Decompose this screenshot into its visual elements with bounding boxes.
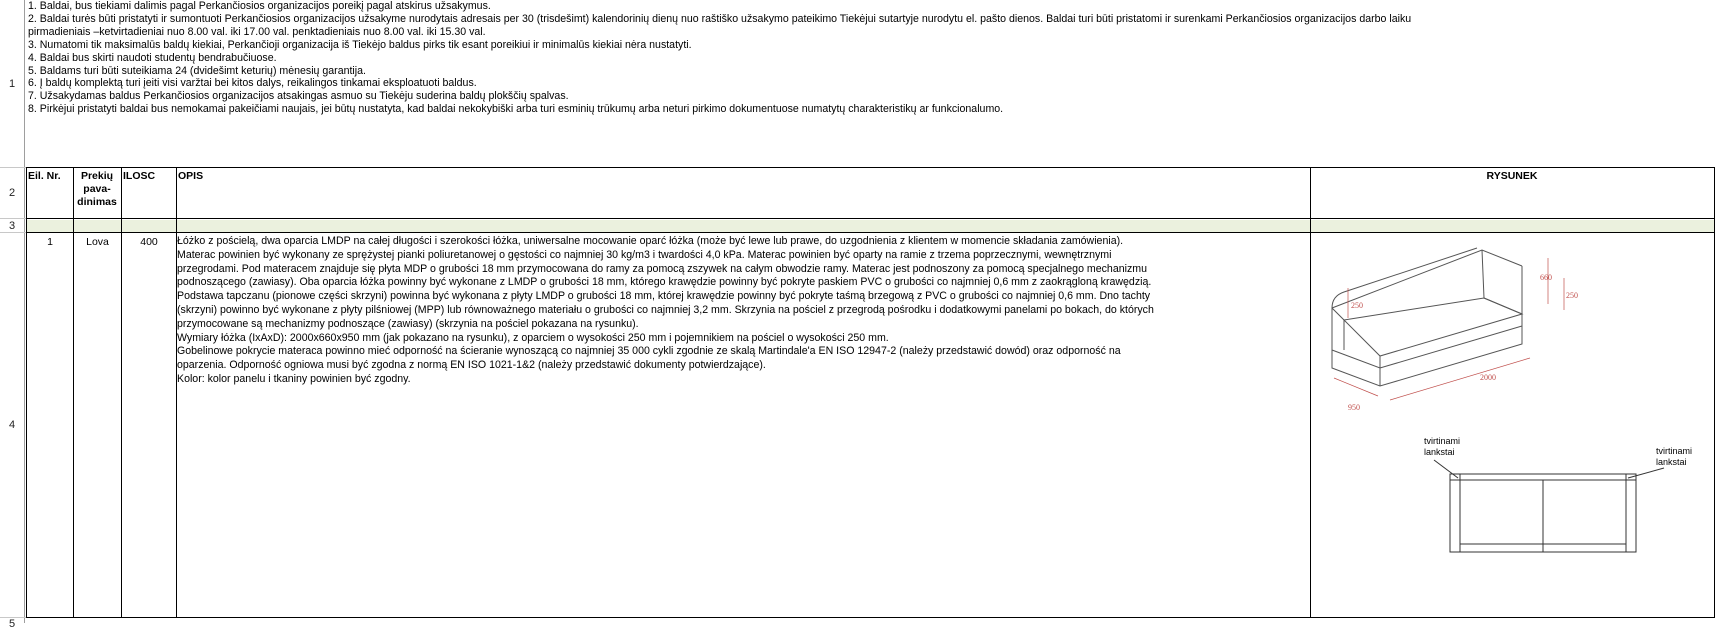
col-divider (26, 167, 27, 618)
header-prekiu-line: pava- (83, 183, 111, 195)
dimension-labels (1348, 273, 1578, 412)
row-divider (0, 232, 26, 233)
note-line: 7. Užsakydamas baldus Perkančiosios organizacijos atsakingas asmuo su Tiekėju suderina baldų plokščių spalvas. (28, 90, 569, 103)
note-line: 5. Baldams turi būti suteikiama 24 (dvidešimt keturių) mėnesių garantija. (28, 64, 366, 77)
row-header-2[interactable] (0, 168, 25, 218)
note-line: 6. Į baldų komplektą turi įeiti visi varžtai bei kitos dalys, reikalingos tinkamai eksploatuoti baldus. (28, 77, 477, 90)
bed-back-top (1332, 250, 1522, 308)
label-right-line2: lankstai (1656, 457, 1687, 467)
row-divider (0, 167, 26, 168)
bed-back-panel (1332, 248, 1477, 308)
bed-front-view (1434, 460, 1664, 552)
description-line: przymocowane są mechanizmy podnoszące (zawiasy) (skrzynia na pościel pokazana na rysunku). (177, 317, 639, 330)
header-eil-nr[interactable]: Eil. Nr. (28, 170, 61, 182)
leader-left (1434, 460, 1458, 478)
dim-back-label: 250 (1566, 291, 1578, 300)
description-line: Materac powinien być wykonany ze sprężystej pianki poliuretanowej o gęstości co najmniej 30 kg/m3 i twardości 4,0 kPa. Materac powinien być oparty na ramie z trzema poprzecznymi, wewnętrznymi (177, 248, 1112, 261)
row-header-1[interactable] (0, 0, 25, 167)
header-opis[interactable]: OPIS (178, 170, 204, 182)
dimension-lines (1334, 258, 1564, 400)
row-divider (0, 218, 26, 219)
label-left-line1: tvirtinami (1424, 436, 1461, 446)
cell-item-nr[interactable]: 1 (47, 236, 53, 248)
col-divider (1714, 167, 1715, 618)
description-line: przegrodami. Pod materacem znajduje się płyta MDP o grubości 18 mm przymocowana do ramy za pomocą zszywek na całym obwodzie ramy. Materac jest podnoszony za pomocą specjalnego mechanizmu (177, 262, 1147, 275)
col-divider (1310, 167, 1311, 618)
bed-left-end (1332, 308, 1344, 350)
notes-block (28, 0, 1718, 116)
note-line: pirmadieniais –ketvirtadieniai nuo 8.00 val. iki 17.00 val. penktadieniais nuo 8.00 val. iki 15.30 val. (28, 25, 486, 38)
row-header-4[interactable] (0, 233, 25, 617)
header-prekiu-line: dinimas (77, 196, 117, 208)
col-divider (73, 167, 74, 618)
row-3-fill (26, 220, 1714, 232)
dim-line-length (1390, 358, 1530, 400)
dim-side-label: 250 (1351, 301, 1363, 310)
description-line: podnoszącego (zawiasy). Oba oparcia łóżka powinny być wykonane z LMDP o grubości 18 mm, którego krawędzie powinny być pokryte paskiem PVC o grubości co najmniej 0,6 mm z zaokrągloną krawędzią. (177, 276, 1152, 289)
row-number: 5 (8, 618, 16, 630)
cell-item-description[interactable] (177, 235, 1307, 387)
row-divider (26, 232, 1714, 233)
table-bottom-border (26, 617, 1714, 618)
row-number: 3 (8, 219, 16, 232)
bed-isometric-sketch (1332, 248, 1522, 386)
label-right-line1: tvirtinami (1656, 446, 1693, 456)
bed-drawing (1312, 238, 1712, 558)
row-number: 1 (8, 77, 16, 90)
cell-item-name[interactable]: Lova (86, 236, 109, 248)
header-prekiu-pavadinimas[interactable] (74, 170, 120, 209)
header-ilosc[interactable]: ILOSC (123, 170, 156, 182)
row-divider (26, 218, 1714, 219)
row-header-3[interactable] (0, 219, 25, 232)
header-rysunek[interactable]: RYSUNEK (1486, 170, 1538, 182)
bed-headboard (1482, 250, 1522, 314)
note-line: 4. Baldai bus skirti naudoti studentų bendrabučiuose. (28, 51, 277, 64)
row-number: 4 (8, 419, 16, 431)
description-line: (skrzyni) powinno być wykonane z płyty pilśniowej (MPP) lub równoważnego materiału o grubości co najmniej 3,2 mm. Skrzynia na pościel z przegrodą pośrodku i dodatkowymi panelami po bokach, do których (177, 303, 1154, 316)
description-line: Kolor: kolor panelu i tkaniny powinien być zgodny. (177, 372, 411, 385)
note-line: 3. Numatomi tik maksimalūs baldų kiekiai, Perkančioji organizacija iš Tiekėjo baldus pirks tik esant poreikiui ir minimalūs kiekiai nėra nustatyti. (28, 38, 692, 51)
row-number: 2 (8, 187, 16, 199)
description-line: Wymiary łóżka (IxAxD): 2000x660x950 mm (jak pokazano na rysunku), z oparciem o wysokości 250 mm i pojemnikiem na pościel o wysokości 250 mm. (177, 331, 889, 344)
dim-line-width (1334, 378, 1378, 396)
leader-right (1628, 468, 1664, 478)
row-header-5[interactable] (0, 618, 25, 630)
description-line: Gobelinowe pokrycie materaca powinno mieć odporność na ścieranie wynoszącą co najmniej 35 000 cykli zgodnie ze skalą Martindale'a EN ISO 12947-2 (należy przedstawić dowód) oraz odporność na (177, 345, 1121, 358)
row-divider (0, 617, 26, 618)
description-line: Podstawa tapczanu (pionowe części skrzyni) powinna być wykonana z płyty LMDP o grubości 18 mm, której krawędzie powinny być pokryte taśmą brzegową z PVC o grubości co najmniej 0,6 mm. Dno tachty (177, 290, 1151, 303)
description-line: Łóżko z pościelą, dwa oparcia LMDP na całej długości i szerokości łóżka, uniwersalne mocowanie oparć łóżka (może być lewe lub prawe, do uzgodnienia z klientem w momencie składania zamówienia). (177, 235, 1124, 247)
table-top-border (26, 167, 1714, 168)
note-line: 8. Pirkėjui pristatyti baldai bus nemokamai pakeičiami naujais, jei būtų nustatyta, kad baldai nekokybiški arba turi esminių trūkumų arba neturi pirkimo dokumentuose numatytų charakteristikų ar funkcionalumo. (28, 103, 1004, 116)
note-line: 1. Baldai, bus tiekiami dalimis pagal Perkančiosios organizacijos poreikį pagal atskirus užsakymus. (28, 0, 491, 12)
dim-length-label: 2000 (1480, 373, 1496, 382)
label-left-line2: lankstai (1424, 447, 1455, 457)
note-line: 2. Baldai turės būti pristatyti ir sumontuoti Perkančiosios organizacijos užsakyme nurodytais adresais per 30 (trisdešimt) kalendorinių dienų nuo raštiško užsakymo pateikimo Tiekėjui sutartyje nurodytu el. pašto dienos. Baldai turi būti pristatomi ir surenkami Perkančiosios organizacijos darbo laiku (28, 12, 1412, 25)
bed-mattress-top (1344, 298, 1522, 356)
header-prekiu-line: Prekių (80, 170, 114, 182)
hinge-labels (1424, 436, 1692, 467)
dim-height-label: 660 (1540, 273, 1552, 282)
cell-item-qty[interactable]: 400 (140, 236, 158, 248)
col-divider (121, 167, 122, 618)
dim-width-label: 950 (1348, 403, 1360, 412)
description-line: oparzenia. Odporność ogniowa musi być zgodna z normą EN ISO 1021-1&2 (należy przedstawić dokumenty potwierdzające). (177, 359, 766, 372)
